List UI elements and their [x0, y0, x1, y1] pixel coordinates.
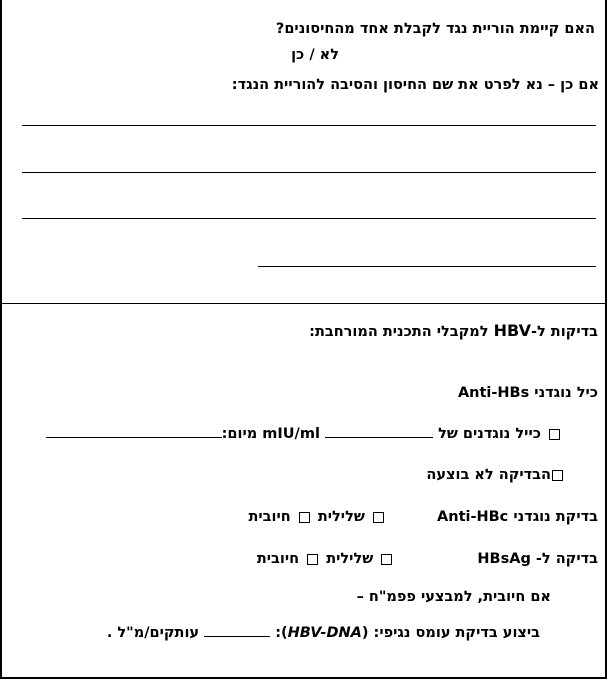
heading-suffix: למקבלי התכנית המורחבת: [309, 324, 494, 340]
titer-date-blank[interactable] [46, 425, 222, 438]
viral-load-row [107, 624, 540, 642]
titer-row [46, 425, 563, 443]
hbv-tests-heading [309, 322, 598, 341]
viral-load-blank[interactable] [204, 624, 270, 637]
titer-text: כייל נוגדנים של [438, 426, 541, 442]
details-line-1[interactable] [22, 125, 596, 126]
antihbc-label: בדיקת נוגדני [508, 509, 598, 525]
details-prompt: אם כן – נא לפרט את שם החיסון והסיבה להוריית הנגד: [231, 77, 599, 93]
viral-load-abbr: HBV-DNA [287, 625, 362, 641]
viral-load-prefix: ביצוע בדיקת עומס נגיפי: ( [361, 625, 540, 641]
heading-hbv: HBV [493, 321, 531, 340]
hbsag-positive-checkbox[interactable] [307, 554, 318, 565]
not-done-checkbox[interactable] [552, 470, 563, 481]
hbsag-label: בדיקה ל- [530, 551, 598, 567]
antihbs-titer-label [458, 384, 598, 402]
titer-value-blank[interactable] [325, 425, 433, 438]
details-line-2[interactable] [22, 172, 596, 173]
antihbc-abbr: Anti-HBc [437, 509, 509, 525]
positive-note: אם חיובית, למבצעי פפמ"ח – [356, 589, 551, 605]
antihbc-row [249, 508, 599, 526]
antihbc-positive-checkbox[interactable] [299, 512, 310, 523]
heading-prefix: בדיקות ל- [530, 324, 598, 340]
details-line-4[interactable] [258, 266, 596, 267]
antihbc-positive-label: חיובית [248, 509, 291, 525]
not-done-label: הבדיקה לא בוצעה [426, 467, 551, 483]
antihbc-negative-label: שלילית [317, 509, 365, 525]
viral-load-mid: ): [275, 625, 288, 641]
hbsag-negative-checkbox[interactable] [381, 554, 392, 565]
titer-checkbox[interactable] [549, 429, 560, 440]
titer-unit: mIU/ml [262, 426, 320, 442]
hbsag-positive-label: חיובית [256, 551, 300, 567]
hbsag-row [257, 550, 598, 568]
contraindication-question: האם קיימת הוריית נגד לקבלת אחד מהחיסונים? [275, 21, 595, 37]
titer-label-abbr: Anti-HBs [457, 385, 530, 401]
antihbc-negative-checkbox[interactable] [373, 512, 384, 523]
details-line-3[interactable] [22, 218, 596, 219]
viral-load-unit: עותקים/מ"ל . [106, 625, 200, 641]
not-done-row [426, 466, 563, 484]
section-divider [0, 303, 607, 304]
hbsag-negative-label: שלילית [326, 551, 374, 567]
titer-date-label: מיום: [221, 426, 263, 442]
titer-label-prefix: כיל נוגדני [529, 385, 598, 401]
hbsag-abbr: HBsAg [477, 551, 531, 567]
yes-no-options[interactable]: לא / כן [291, 47, 339, 63]
